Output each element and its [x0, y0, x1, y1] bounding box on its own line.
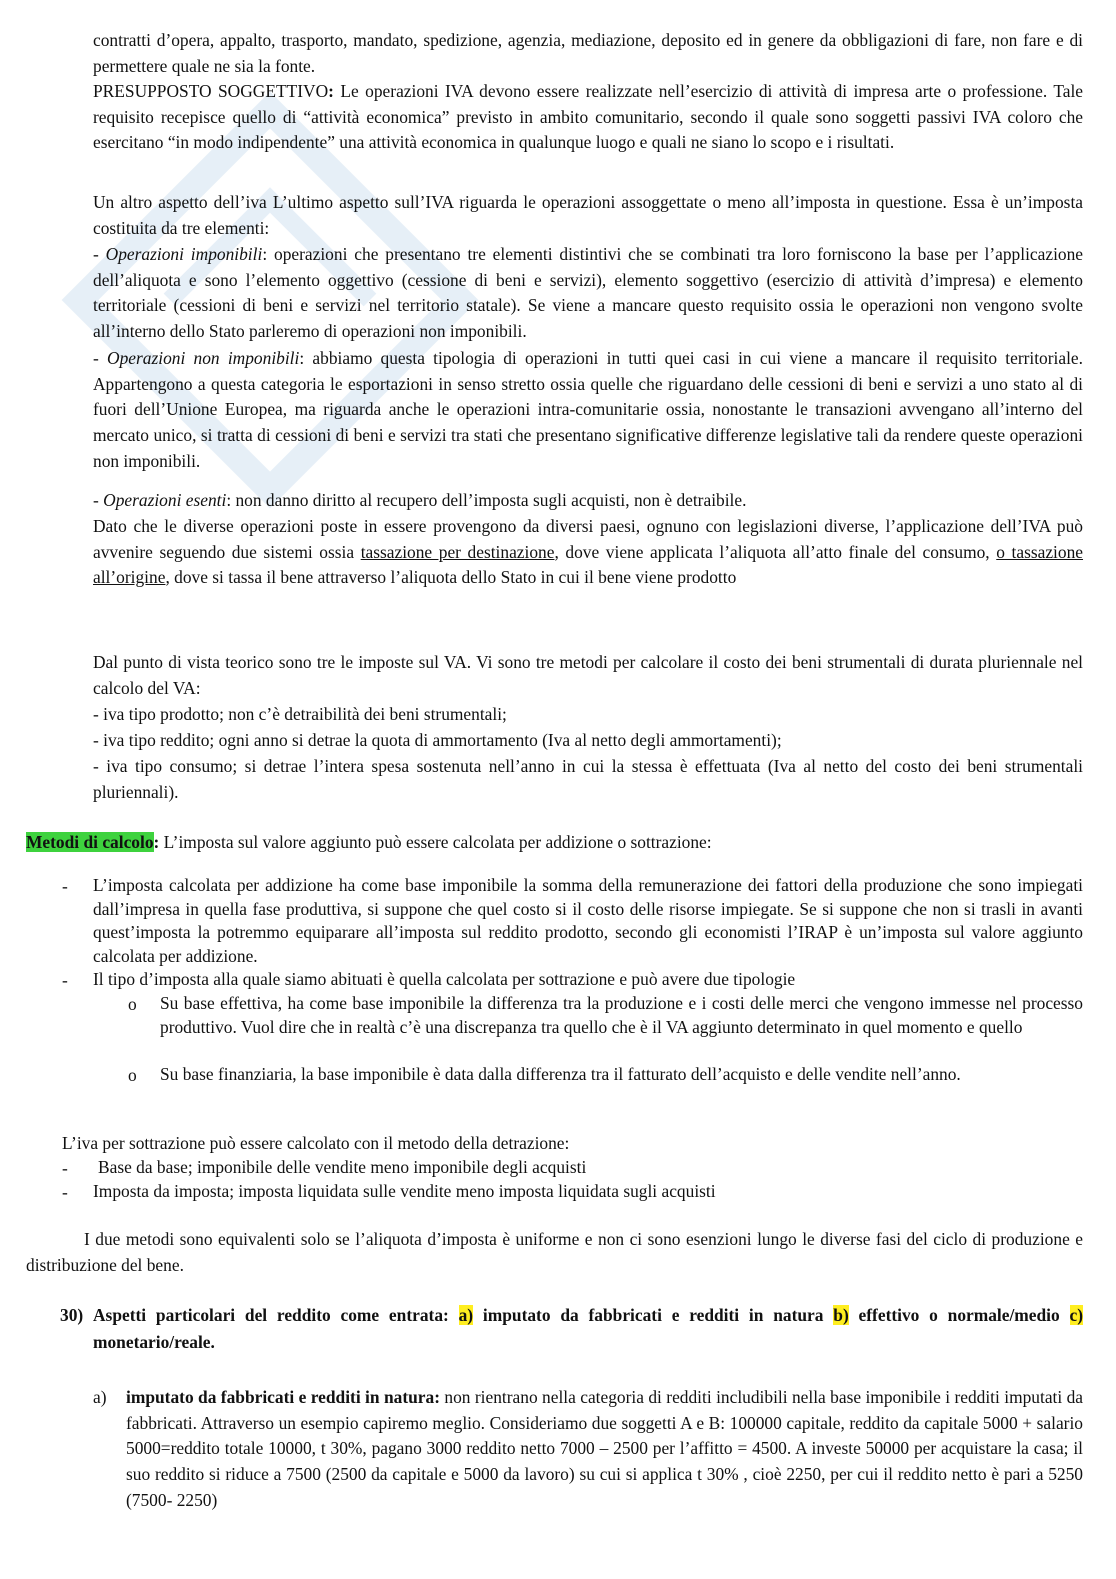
- bullet-dash: -: [62, 970, 68, 990]
- question-30-title: Aspetti particolari del reddito come entrata: a) imputato da fabbricati e redditi in natura b) effettivo o normale/medio c) monetario/reale.: [93, 1305, 1084, 1352]
- paragraph-operazioni-esenti: - Operazioni esenti: non danno diritto al recupero dell’imposta sugli acquisti, non è detraibile.: [93, 490, 747, 510]
- paragraph-operazioni-imponibili: - Operazioni imponibili: operazioni che presentano tre elementi distintivi che se combinati tra loro forniscono la base per l’applicazione dell’aliquota e sono l’elemento oggettivo (cessione di beni e servizi), elemento soggettivo (esercizio di attività d’impresa) e elemento territoriale (cessioni di beni e servizi nel territorio statale). Se viene a mancare questo requisito ossia le operazioni non vengono svolte all’interno dello Stato parleremo di operazioni non imponibili.: [93, 244, 1084, 342]
- marker-c-highlight: c): [1069, 1305, 1084, 1325]
- list-iva-consumo: - iva tipo consumo; si detrae l’intera spesa sostenuta nell’anno in cui la stessa è effettuata (Iva al netto del costo dei beni strumentali pluriennali).: [93, 756, 1083, 802]
- bullet-dash: -: [62, 1158, 68, 1178]
- sub-item-marker: a): [93, 1387, 107, 1407]
- bullet-dash: -: [62, 1182, 68, 1202]
- term-imputato-fabbricati: imputato da fabbricati e redditi in natura:: [126, 1387, 440, 1407]
- list-iva-reddito: - iva tipo reddito; ogni anno si detrae la quota di ammortamento (Iva al netto degli ammortamenti);: [93, 730, 782, 750]
- metodi-label-highlight: Metodi di calcolo: [26, 832, 154, 852]
- paragraph-detrazione-intro: L’iva per sottrazione può essere calcolato con il metodo della detrazione:: [62, 1133, 570, 1153]
- underlined-tassazione-origine: o tassazione all’origine: [93, 541, 1084, 588]
- bullet-addizione: L’imposta calcolata per addizione ha come base imponibile la somma della remunerazione dei fattori della produzione che sono impiegati dall’impresa in quella fase produttiva, si suppone che quel costo si il costo delle risorse impiegate. Se si suppone che non si trasli in avanti quest’imposta la potremmo equiparare all’imposta sul reddito prodotto, secondo gli economisti l’IRAP è un’imposta sul valore aggiunto calcolata per addizione.: [93, 875, 1083, 966]
- term-operazioni-imponibili: Operazioni imponibili: [105, 244, 263, 264]
- sub-bullet-effettiva: Su base effettiva, ha come base imponibile la differenza tra la produzione e i costi delle merci che vengono immesse nel processo produttivo. Vuol dire che in realtà c’è una discrepanza tra quello che è il VA aggiunto determinato in quel momento e quello: [160, 993, 1083, 1037]
- paragraph-imputato-fabbricati: imputato da fabbricati e redditi in natura: non rientrano nella categoria di redditi includibili nella base imponibile i redditi imputati da fabbricati. Attraverso un esempio capiremo meglio. Consideriamo due soggetti A e B: 100000 capitale, reddito da capitale 5000 + salario 5000=reddito totale 10000, t 30%, pagano 3000 reddito netto 7000 – 2500 per l’affitto = 4500. A investe 50000 per acquistare la casa; il suo reddito si riduce a 7500 (2500 da capitale e 5000 da lavoro) su cui si applica t 30% , cioè 2250, per cui il reddito netto è pari a 5250 (7500- 2250): [126, 1387, 1084, 1510]
- bullet-sottrazione: Il tipo d’imposta alla quale siamo abituati è quella calcolata per sottrazione e può avere due tipologie: [93, 969, 796, 989]
- paragraph-metodi-calcolo: Metodi di calcolo: L’imposta sul valore aggiunto può essere calcolata per addizione o sottrazione:: [26, 832, 712, 852]
- paragraph-presupposto: PRESUPPOSTO SOGGETTIVO: Le operazioni IVA devono essere realizzate nell’esercizio di attività di impresa arte o professione. Tale requisito recepisce quello di “attività economica” previsto in ambito comunitario, secondo il quale sono soggetti passivi IVA coloro che esercitano “in modo indipendente” una attività economica in qualunque luogo e quali ne siano lo scopo e i risultati.: [93, 81, 1083, 153]
- marker-a-highlight: a): [458, 1305, 474, 1325]
- presupposto-label: PRESUPPOSTO SOGGETTIVO: [93, 81, 329, 101]
- paragraph-aspetto: Un altro aspetto dell’iva L’ultimo aspetto sull’IVA riguarda le operazioni assoggettate o meno all’imposta in questione. Essa è un’imposta costituita da tre elementi:: [93, 192, 1083, 238]
- paragraph-dato-che: Dato che le diverse operazioni poste in essere provengono da diversi paesi, ognuno con legislazioni diverse, l’applicazione dell’IVA può avvenire seguendo due sistemi ossia tassazione per destinazione, dove viene applicata l’aliquota all’atto finale del consumo, o tassazione all’origine, dove si tassa il bene attraverso l’aliquota dello Stato in cui il bene viene prodotto: [93, 516, 1084, 588]
- marker-b-highlight: b): [833, 1305, 849, 1325]
- bullet-imposta-da-imposta: Imposta da imposta; imposta liquidata sulle vendite meno imposta liquidata sugli acquisti: [93, 1181, 716, 1201]
- sub-bullet-circle: o: [128, 994, 137, 1014]
- underlined-tassazione-destinazione: tassazione per destinazione: [360, 541, 555, 562]
- paragraph-contratti: contratti d’opera, appalto, trasporto, mandato, spedizione, agenzia, mediazione, deposito ed in genere da obbligazioni di fare, non fare e di permettere quale ne sia la fonte.: [93, 30, 1083, 76]
- term-operazioni-esenti: Operazioni esenti: [103, 490, 227, 510]
- question-number: 30): [60, 1305, 84, 1325]
- sub-bullet-finanziaria: Su base finanziaria, la base imponibile è data dalla differenza tra il fatturato dell’acquisto e delle vendite nell’anno.: [160, 1064, 961, 1084]
- list-iva-prodotto: - iva tipo prodotto; non c’è detraibilità dei beni strumentali;: [93, 704, 507, 724]
- term-operazioni-non-imponibili: Operazioni non imponibili: [107, 348, 300, 368]
- paragraph-operazioni-non-imponibili: - Operazioni non imponibili: abbiamo questa tipologia di operazioni in tutti quei casi in cui viene a mancare il requisito territoriale. Appartengono a questa categoria le esportazioni in senso stretto ossia quelle che riguardano delle cessioni di beni e servizi a uno stato al di fuori dell’Unione Europea, ma riguarda anche le operazioni intra-comunitarie ossia, nonostante le transazioni avvengano all’interno del mercato unico, si tratta di cessioni di beni e servizi tra stati che presentano significative differenze legislative tali da rendere queste operazioni non imponibili.: [93, 348, 1083, 471]
- sub-bullet-circle: o: [128, 1065, 137, 1085]
- bullet-base-da-base: Base da base; imponibile delle vendite meno imponibile degli acquisti: [98, 1157, 587, 1177]
- paragraph-equivalenti: I due metodi sono equivalenti solo se l’aliquota d’imposta è uniforme e non ci sono esenzioni lungo le diverse fasi del ciclo di produzione e distribuzione del bene.: [26, 1229, 1083, 1275]
- bullet-dash: -: [62, 876, 68, 896]
- paragraph-punto-vista: Dal punto di vista teorico sono tre le imposte sul VA. Vi sono tre metodi per calcolare il costo dei beni strumentali di durata pluriennale nel calcolo del VA:: [93, 652, 1083, 698]
